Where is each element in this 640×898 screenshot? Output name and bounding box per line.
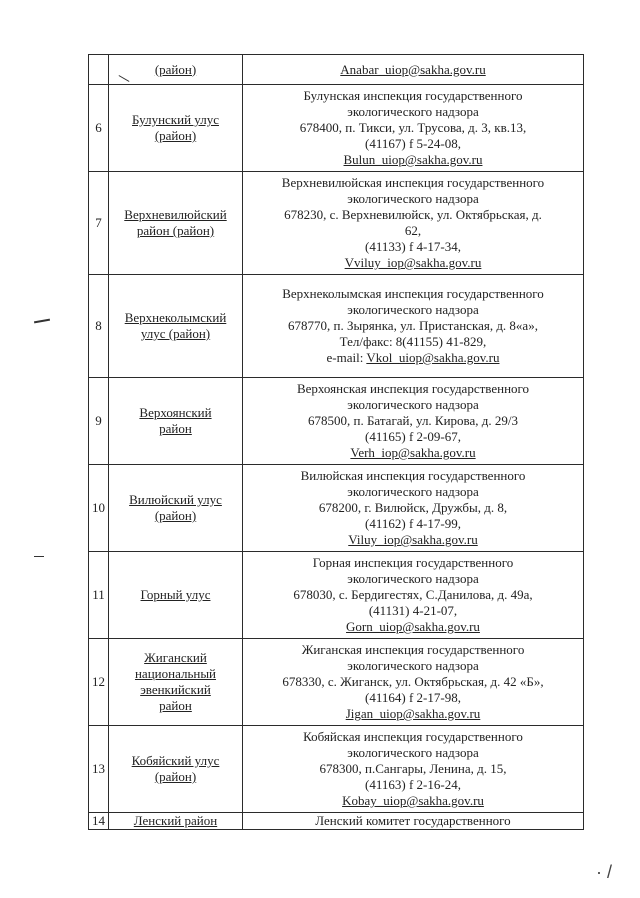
district-name-line: район [159,421,192,436]
district-name-line: Булунский улус [132,112,219,127]
email-link[interactable] [245,445,581,461]
row-number [89,55,109,85]
margin-mark [34,556,44,557]
inspection-info-cell [243,275,584,378]
district-name-line: (район) [154,508,197,523]
info-line: экологического надзора [347,571,479,586]
district-name-line: (район) [154,128,197,143]
email-link[interactable] [245,793,581,809]
email-address[interactable]: Vkol_uiop@sakha.gov.ru [366,350,500,365]
district-name-line: Верхневилюйский [124,207,227,222]
email-link[interactable] [245,152,581,168]
info-line: 678770, п. Зырянка, ул. Пристанская, д. 8«а», [288,318,538,333]
inspection-info-cell [243,813,584,830]
email-address[interactable]: Bulun_uiop@sakha.gov.ru [343,152,483,167]
table-row [89,465,584,552]
district-cell [109,275,243,378]
table-row [89,172,584,275]
district-name-line: национальный [134,666,217,681]
info-line: Верхнеколымская инспекция государственного [282,286,544,301]
district-cell [109,639,243,726]
table-row [89,813,584,830]
info-line: 678230, с. Верхневилюйск, ул. Октябрьская, д. [284,207,542,222]
info-line: 678330, с. Жиганск, ул. Октябрьская, д. 42 «Б», [282,674,544,689]
info-line: 678400, п. Тикси, ул. Трусова, д. 3, кв.13, [299,120,527,135]
inspection-table [88,54,584,830]
info-line: Жиганская инспекция государственного [301,642,525,657]
row-number: 6 [89,85,109,172]
email-link[interactable] [245,532,581,548]
district-name-line: район (район) [136,223,215,238]
district-name-line: эвенкийский [140,682,211,697]
info-line: 678200, г. Вилюйск, Дружбы, д. 8, [318,500,508,515]
email-address[interactable]: Anabar_uiop@sakha.gov.ru [340,61,486,77]
inspection-info-cell [243,55,584,85]
info-line: (41163) f 2-16-24, [365,777,461,792]
table-row [89,85,584,172]
info-line: (41162) f 4-17-99, [365,516,461,531]
inspection-info-cell [243,172,584,275]
info-line: экологического надзора [347,397,479,412]
district-cell [109,85,243,172]
info-line: 678300, п.Сангары, Ленина, д. 15, [319,761,507,776]
info-line: Булунская инспекция государственного [303,88,523,103]
district-name-line: Вилюйский улус [129,492,222,507]
info-line: Тел/факс: 8(41155) 41-829, [339,334,487,349]
district-name-line: Жиганский [144,650,207,665]
table-row [89,275,584,378]
row-number: 10 [89,465,109,552]
district-name-line: Верхоянский [139,405,212,420]
district-name-line: Ленский район [133,813,218,828]
email-address[interactable]: Kobay_uiop@sakha.gov.ru [342,793,484,808]
table-row [89,552,584,639]
info-line: экологического надзора [347,658,479,673]
email-link[interactable] [245,706,581,722]
district-name-line: (район) [154,61,197,77]
table-row [89,378,584,465]
info-line: (41164) f 2-17-98, [365,690,461,705]
row-number: 7 [89,172,109,275]
email-address[interactable]: Vviluy_iop@sakha.gov.ru [344,255,482,270]
district-name-line: улус (район) [140,326,211,341]
district-name-line: район [159,698,192,713]
table-body [89,55,584,830]
row-number: 9 [89,378,109,465]
district-cell [109,813,243,830]
district-name-line: Горный улус [140,587,211,602]
email-address[interactable]: Jigan_uiop@sakha.gov.ru [345,706,481,721]
info-line: (41165) f 2-09-67, [365,429,461,444]
info-line: экологического надзора [347,191,479,206]
info-line: экологического надзора [347,484,479,499]
district-cell [109,378,243,465]
row-number: 13 [89,726,109,813]
district-cell [109,172,243,275]
inspection-info-cell [243,378,584,465]
table-row [89,55,584,85]
district-cell [109,465,243,552]
district-name-line: (район) [154,769,197,784]
info-line: Вилюйская инспекция государственного [300,468,526,483]
info-line: Кобяйская инспекция государственного [303,729,523,744]
row-number: 11 [89,552,109,639]
row-number: 12 [89,639,109,726]
email-link[interactable] [245,350,581,366]
info-line: Верхоянская инспекция государственного [296,381,530,396]
email-address[interactable]: Viluy_iop@sakha.gov.ru [348,532,478,547]
info-line: Верхневилюйская инспекция государственного [281,175,545,190]
inspection-info-cell [243,85,584,172]
table-row [89,726,584,813]
info-line: Ленский комитет государственного [315,813,511,828]
email-link[interactable] [245,255,581,271]
district-name-line: Кобяйский улус [131,753,220,768]
email-link[interactable] [245,62,581,78]
row-number: 8 [89,275,109,378]
page-corner-mark: · / [596,862,612,882]
info-line: экологического надзора [347,104,479,119]
district-cell [109,726,243,813]
district-name-line: Верхнеколымский [124,310,227,325]
info-line: (41133) f 4-17-34, [365,239,461,254]
info-line: 678030, с. Бердигестях, С.Данилова, д. 49а, [293,587,533,602]
email-address[interactable]: Gorn_uiop@sakha.gov.ru [346,619,480,634]
margin-mark [34,319,50,324]
inspection-info-cell [243,726,584,813]
email-prefix: e-mail: [326,350,367,365]
inspection-info-cell [243,465,584,552]
info-line: экологического надзора [347,745,479,760]
info-line: (41167) f 5-24-08, [365,136,461,151]
info-line: 678500, п. Батагай, ул. Кирова, д. 29/3 [307,413,519,428]
email-link[interactable] [245,619,581,635]
info-line: Горная инспекция государственного [312,555,514,570]
info-line: (41131) 4-21-07, [368,603,458,618]
info-line: экологического надзора [347,302,479,317]
row-number: 14 [89,813,109,830]
inspection-info-cell [243,639,584,726]
email-address[interactable]: Verh_iop@sakha.gov.ru [350,445,476,460]
district-cell [109,552,243,639]
inspection-info-cell [243,552,584,639]
table-row [89,639,584,726]
info-line: 62, [404,223,422,238]
